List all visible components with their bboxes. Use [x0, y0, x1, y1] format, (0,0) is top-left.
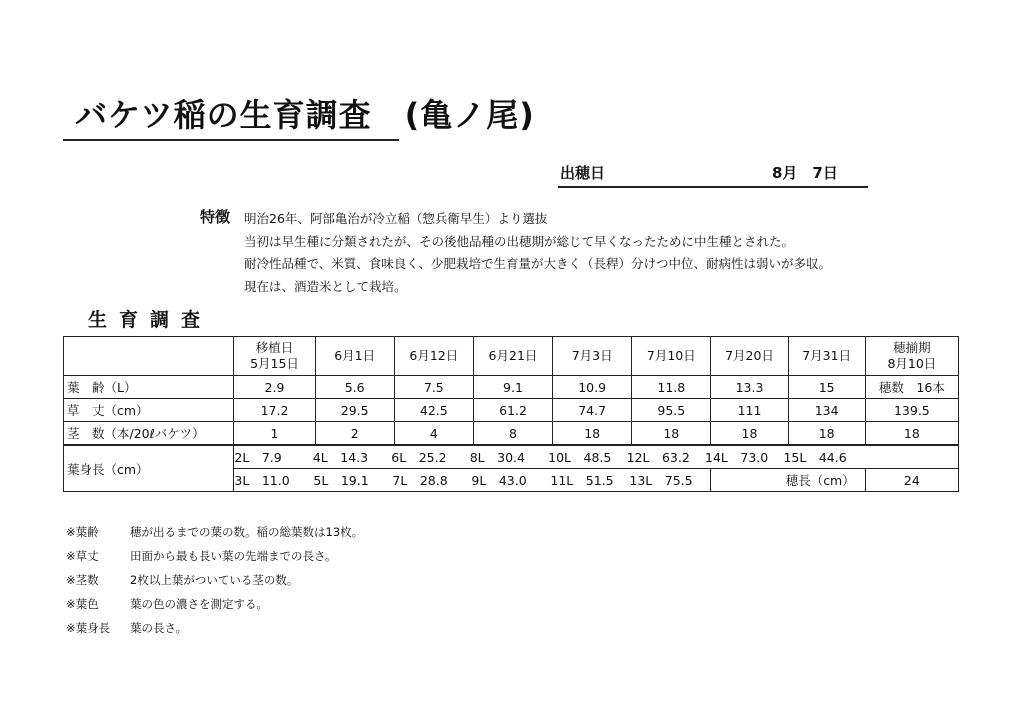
ear-length-label: 穂長（cm）: [711, 469, 865, 492]
table-cell: 15: [788, 376, 865, 399]
feature-line: 明治26年、阿部亀治が冷立稲（惣兵衛早生）より選抜: [244, 211, 548, 226]
header-cell: 7月20日: [711, 337, 788, 376]
table-cell: 8: [473, 422, 552, 446]
table-cell: 61.2: [473, 399, 552, 422]
header-cell: 7月31日: [788, 337, 865, 376]
header-cell: 7月10日: [632, 337, 711, 376]
leaf-length-value: 9L 43.0: [471, 473, 527, 488]
table-cell: 18: [788, 422, 865, 446]
row-label: 葉 齢（L）: [64, 376, 234, 399]
heading-date-label: 出穂日: [560, 164, 606, 182]
heading-date-value: 8月 7日: [772, 164, 838, 182]
table-cell: 10.9: [553, 376, 632, 399]
growth-survey-table: [63, 336, 959, 492]
table-cell: 18: [865, 422, 958, 446]
leaf-length-value: 10L 48.5: [548, 450, 612, 465]
table-row: [64, 399, 959, 422]
header-cell: 7月3日: [553, 337, 632, 376]
ear-length-value: 24: [865, 469, 958, 492]
row-label: 草 丈（cm）: [64, 399, 234, 422]
table-cell: 13.3: [711, 376, 788, 399]
leaf-length-value: 6L 25.2: [391, 450, 447, 465]
table-cell: 111: [711, 399, 788, 422]
table-cell: 139.5: [865, 399, 958, 422]
header-cell: 穂揃期 8月10日: [865, 337, 958, 376]
leaf-length-value: 5L 19.1: [313, 473, 369, 488]
table-row: [64, 422, 959, 446]
table-cell: 9.1: [473, 376, 552, 399]
leaf-length-label: 葉身長（cm）: [64, 445, 234, 492]
leaf-length-value: 2L 7.9: [234, 450, 282, 465]
feature-line: 現在は、酒造米として栽培。: [244, 278, 407, 294]
table-row: [64, 376, 959, 399]
table-cell: 5.6: [315, 376, 394, 399]
title-underline: [63, 139, 399, 141]
header-cell: 6月1日: [315, 337, 394, 376]
table-cell: 18: [632, 422, 711, 446]
leaf-length-value: 7L 28.8: [392, 473, 448, 488]
row-label: 茎 数（本/20ℓバケツ）: [64, 422, 234, 446]
feature-line: 当初は早生種に分類されたが、その後他品種の出穂期が総じて早くなったために中生種とされた。: [244, 233, 795, 249]
table-cell: 1: [234, 422, 315, 446]
header-cell: 6月21日: [473, 337, 552, 376]
leaf-length-value: 15L 44.6: [783, 450, 847, 465]
header-blank-cell: [64, 337, 234, 376]
leaf-length-cells: [234, 469, 711, 492]
table-cell: 穂数 16本: [865, 376, 958, 399]
table-cell: 2.9: [234, 376, 315, 399]
header-cell: 6月12日: [394, 337, 473, 376]
document-title: バケツ稲の生育調査 (亀ノ尾): [75, 96, 535, 134]
leaf-length-value: 11L 51.5: [550, 473, 614, 488]
table-cell: 7.5: [394, 376, 473, 399]
features-text: [244, 208, 831, 298]
table-cell: 29.5: [315, 399, 394, 422]
leaf-length-value: 8L 30.4: [469, 450, 525, 465]
leaf-length-value: 14L 73.0: [705, 450, 769, 465]
leaf-length-value: 3L 11.0: [234, 473, 290, 488]
table-cell: 74.7: [553, 399, 632, 422]
table-cell: 17.2: [234, 399, 315, 422]
table-cell: 18: [553, 422, 632, 446]
section-title: 生育調査: [88, 309, 213, 331]
features-label: 特徴: [200, 208, 231, 226]
table-cell: 134: [788, 399, 865, 422]
table-cell: 2: [315, 422, 394, 446]
heading-date-row: [558, 160, 868, 188]
table-cell: 95.5: [632, 399, 711, 422]
table-cell: 11.8: [632, 376, 711, 399]
leaf-length-value: 4L 14.3: [312, 450, 369, 465]
leaf-length-value: 13L 75.5: [629, 473, 693, 488]
table-cell: 4: [394, 422, 473, 446]
table-header-row: [64, 337, 959, 376]
table-cell: 18: [711, 422, 788, 446]
table-cell: 42.5: [394, 399, 473, 422]
leaf-length-cells: [234, 445, 959, 469]
header-cell: 移植日 5月15日: [234, 337, 315, 376]
leaf-length-value: 12L 63.2: [626, 450, 690, 465]
feature-line: 耐冷性品種で、米質、食味良く、少肥栽培で生育量が大きく（長稈）分けつ中位、耐病性は弱いが多収。: [244, 256, 832, 271]
leaf-length-row-1: [64, 445, 959, 469]
